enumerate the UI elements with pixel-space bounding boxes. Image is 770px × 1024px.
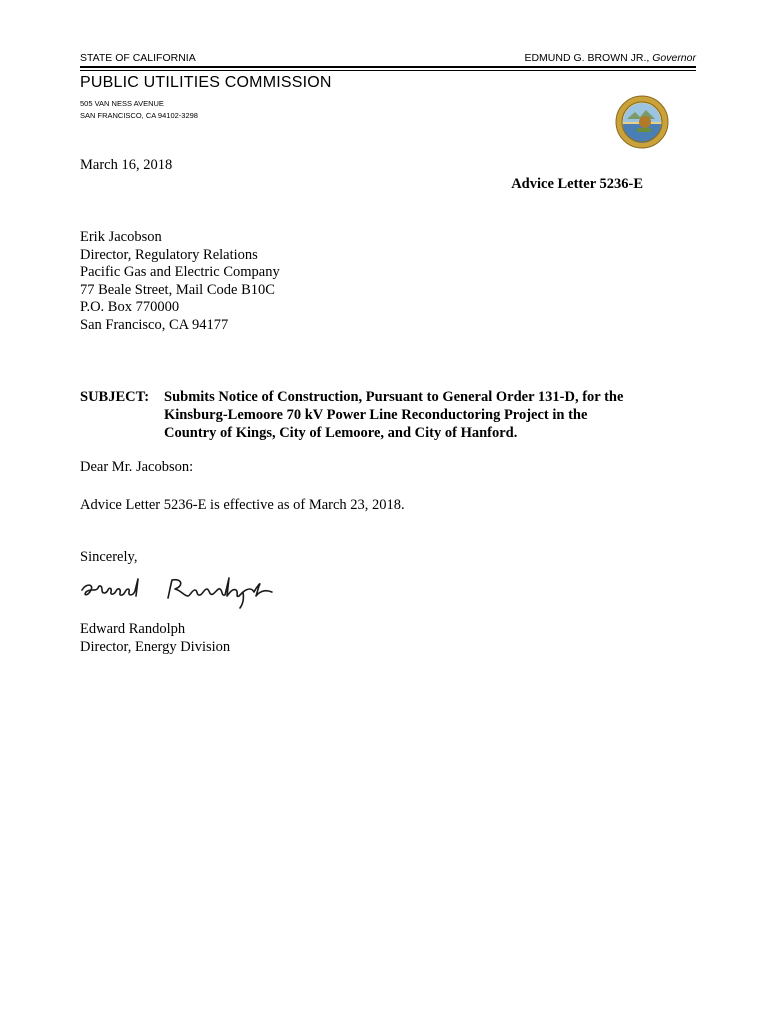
recipient-line: Pacific Gas and Electric Company: [80, 264, 280, 280]
governor-header: [524, 52, 696, 64]
recipient-line: 77 Beale Street, Mail Code B10C: [80, 281, 275, 298]
recipient-address-block: [80, 229, 280, 334]
subject-line: Kinsburg-Lemoore 70 kV Power Line Reconductoring Project in the: [164, 407, 588, 423]
letter-date: March 16, 2018: [80, 157, 173, 173]
header-rule-thin: [80, 70, 696, 71]
agency-name: PUBLIC UTILITIES COMMISSION: [80, 74, 332, 91]
salutation: Dear Mr. Jacobson:: [80, 459, 194, 475]
governor-title: Governor: [652, 52, 696, 64]
subject-label: SUBJECT:: [80, 389, 150, 405]
state-seal-icon: [615, 95, 669, 149]
recipient-line: Erik Jacobson: [80, 229, 162, 245]
closing: Sincerely,: [80, 549, 138, 565]
signer-title: Director, Energy Division: [80, 639, 231, 655]
agency-address-line2: SAN FRANCISCO, CA 94102-3298: [80, 111, 198, 120]
recipient-line: P.O. Box 770000: [80, 299, 180, 315]
agency-address-line1: 505 VAN NESS AVENUE: [80, 99, 164, 108]
subject-line: Country of Kings, City of Lemoore, and City of Hanford.: [164, 425, 518, 441]
signer-name: Edward Randolph: [80, 621, 186, 637]
handwritten-signature: [78, 574, 274, 610]
governor-name: EDMUND G. BROWN JR.,: [524, 52, 653, 64]
state-header: STATE OF CALIFORNIA: [80, 52, 196, 64]
subject-line: Submits Notice of Construction, Pursuant to General Order 131-D, for the: [164, 389, 624, 405]
recipient-line: Director, Regulatory Relations: [80, 246, 258, 263]
subject-text: [164, 389, 684, 443]
advice-letter-reference: Advice Letter 5236-E: [511, 176, 643, 192]
body-paragraph: Advice Letter 5236-E is effective as of March 23, 2018.: [80, 497, 405, 513]
recipient-line: San Francisco, CA 94177: [80, 316, 229, 333]
header-rule-thick: [80, 66, 696, 68]
